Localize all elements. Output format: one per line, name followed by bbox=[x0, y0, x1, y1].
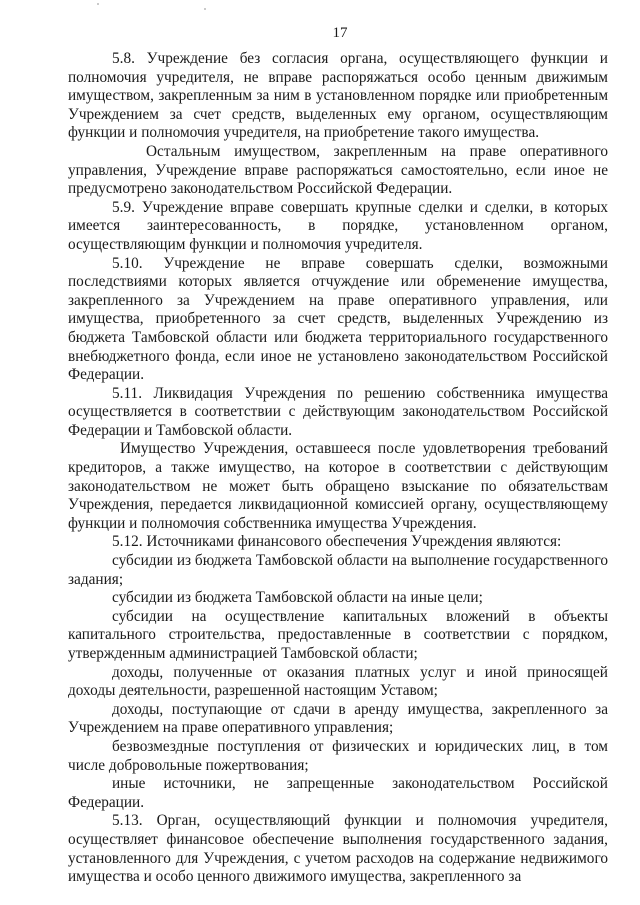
list-item-paid-services: доходы, полученные от оказания платных услуг и иной приносящей доходы деятельности, разрешенной настоящим Уставом; bbox=[68, 663, 608, 700]
list-item-subsidies-state-task: субсидии из бюджета Тамбовской области на выполнение государственного задания; bbox=[68, 552, 608, 588]
list-item-other-sources: иные источники, не запрещенные законодательством Российской Федерации. bbox=[68, 775, 608, 811]
paragraph-5-11: 5.11. Ликвидация Учреждения по решению собственника имущества осуществляется в соответствии с действующим законодательством Российской Федерации и Тамбовской области. bbox=[68, 384, 608, 439]
list-item-subsidies-capital: субсидии на осуществление капитальных вложений в объекты капитального строительства, предоставленные в соответствии с порядком, утвержденным администрацией Тамбовской области; bbox=[68, 607, 608, 662]
list-item-donations: безвозмездные поступления от физических и юридических лиц, в том числе добровольные пожертвования; bbox=[68, 737, 608, 774]
paragraph-5-13: 5.13. Орган, осуществляющий функции и полномочия учредителя, осуществляет финансовое обеспечение выполнения государственного задания, установленного для Учреждения, с учетом расходов на содержание недвижимого имущества и особо ценного движимого имущества, закрепленного за bbox=[68, 812, 608, 886]
paragraph-5-12: 5.12. Источниками финансового обеспечения Учреждения являются: bbox=[112, 533, 562, 551]
paragraph-remaining-property: Имущество Учреждения, оставшееся после удовлетворения требований кредиторов, а также имущество, на которое в соответствии с действующим законодательством не может быть обращено взыскание по обязательствам Учреждения, передается ликвидационной комиссией органу, осуществляющему функции и полномочия собственника имущества Учреждения. bbox=[68, 440, 608, 532]
scan-speck bbox=[204, 8, 206, 10]
document-body bbox=[68, 50, 608, 887]
paragraph-5-10: 5.10. Учреждение не вправе совершать сделки, возможными последствиями которых является отчуждение или обременение имущества, закрепленного за Учреждением на праве оперативного управления, или имущества, приобретенного за счет средств, выделенных Учреждению из бюджета Тамбовской области или бюджета территориального государственного внебюджетного фонда, если иное не установлено законодательством Российской Федерации. bbox=[68, 254, 608, 384]
list-item-rent-income: доходы, поступающие от сдачи в аренду имущества, закрепленного за Учреждением на праве оперативного управления; bbox=[68, 700, 608, 737]
paragraph-5-8: 5.8. Учреждение без согласия органа, осуществляющего функции и полномочия учредителя, не вправе распоряжаться особо ценным движимым имуществом, закрепленным за ним в установленном порядке или приобретенным Учреждением за счет средств, выделенных ему органом, осуществляющим функции и полномочия учредителя, на приобретение такого имущества. bbox=[68, 50, 608, 142]
paragraph-5-9: 5.9. Учреждение вправе совершать крупные сделки и сделки, в которых имеется заинтересованность, в порядке, установленном органом, осуществляющим функции и полномочия учредителя. bbox=[68, 198, 608, 253]
list-item-subsidies-other: субсидии из бюджета Тамбовской области на иные цели; bbox=[112, 589, 483, 607]
page-number: 17 bbox=[332, 25, 348, 41]
scan-speck bbox=[97, 3, 99, 5]
paragraph-other-property: Остальным имуществом, закрепленным на праве оперативного управления, Учреждение вправе распоряжаться самостоятельно, если иное не предусмотрено законодательством Российской Федерации. bbox=[68, 142, 608, 198]
